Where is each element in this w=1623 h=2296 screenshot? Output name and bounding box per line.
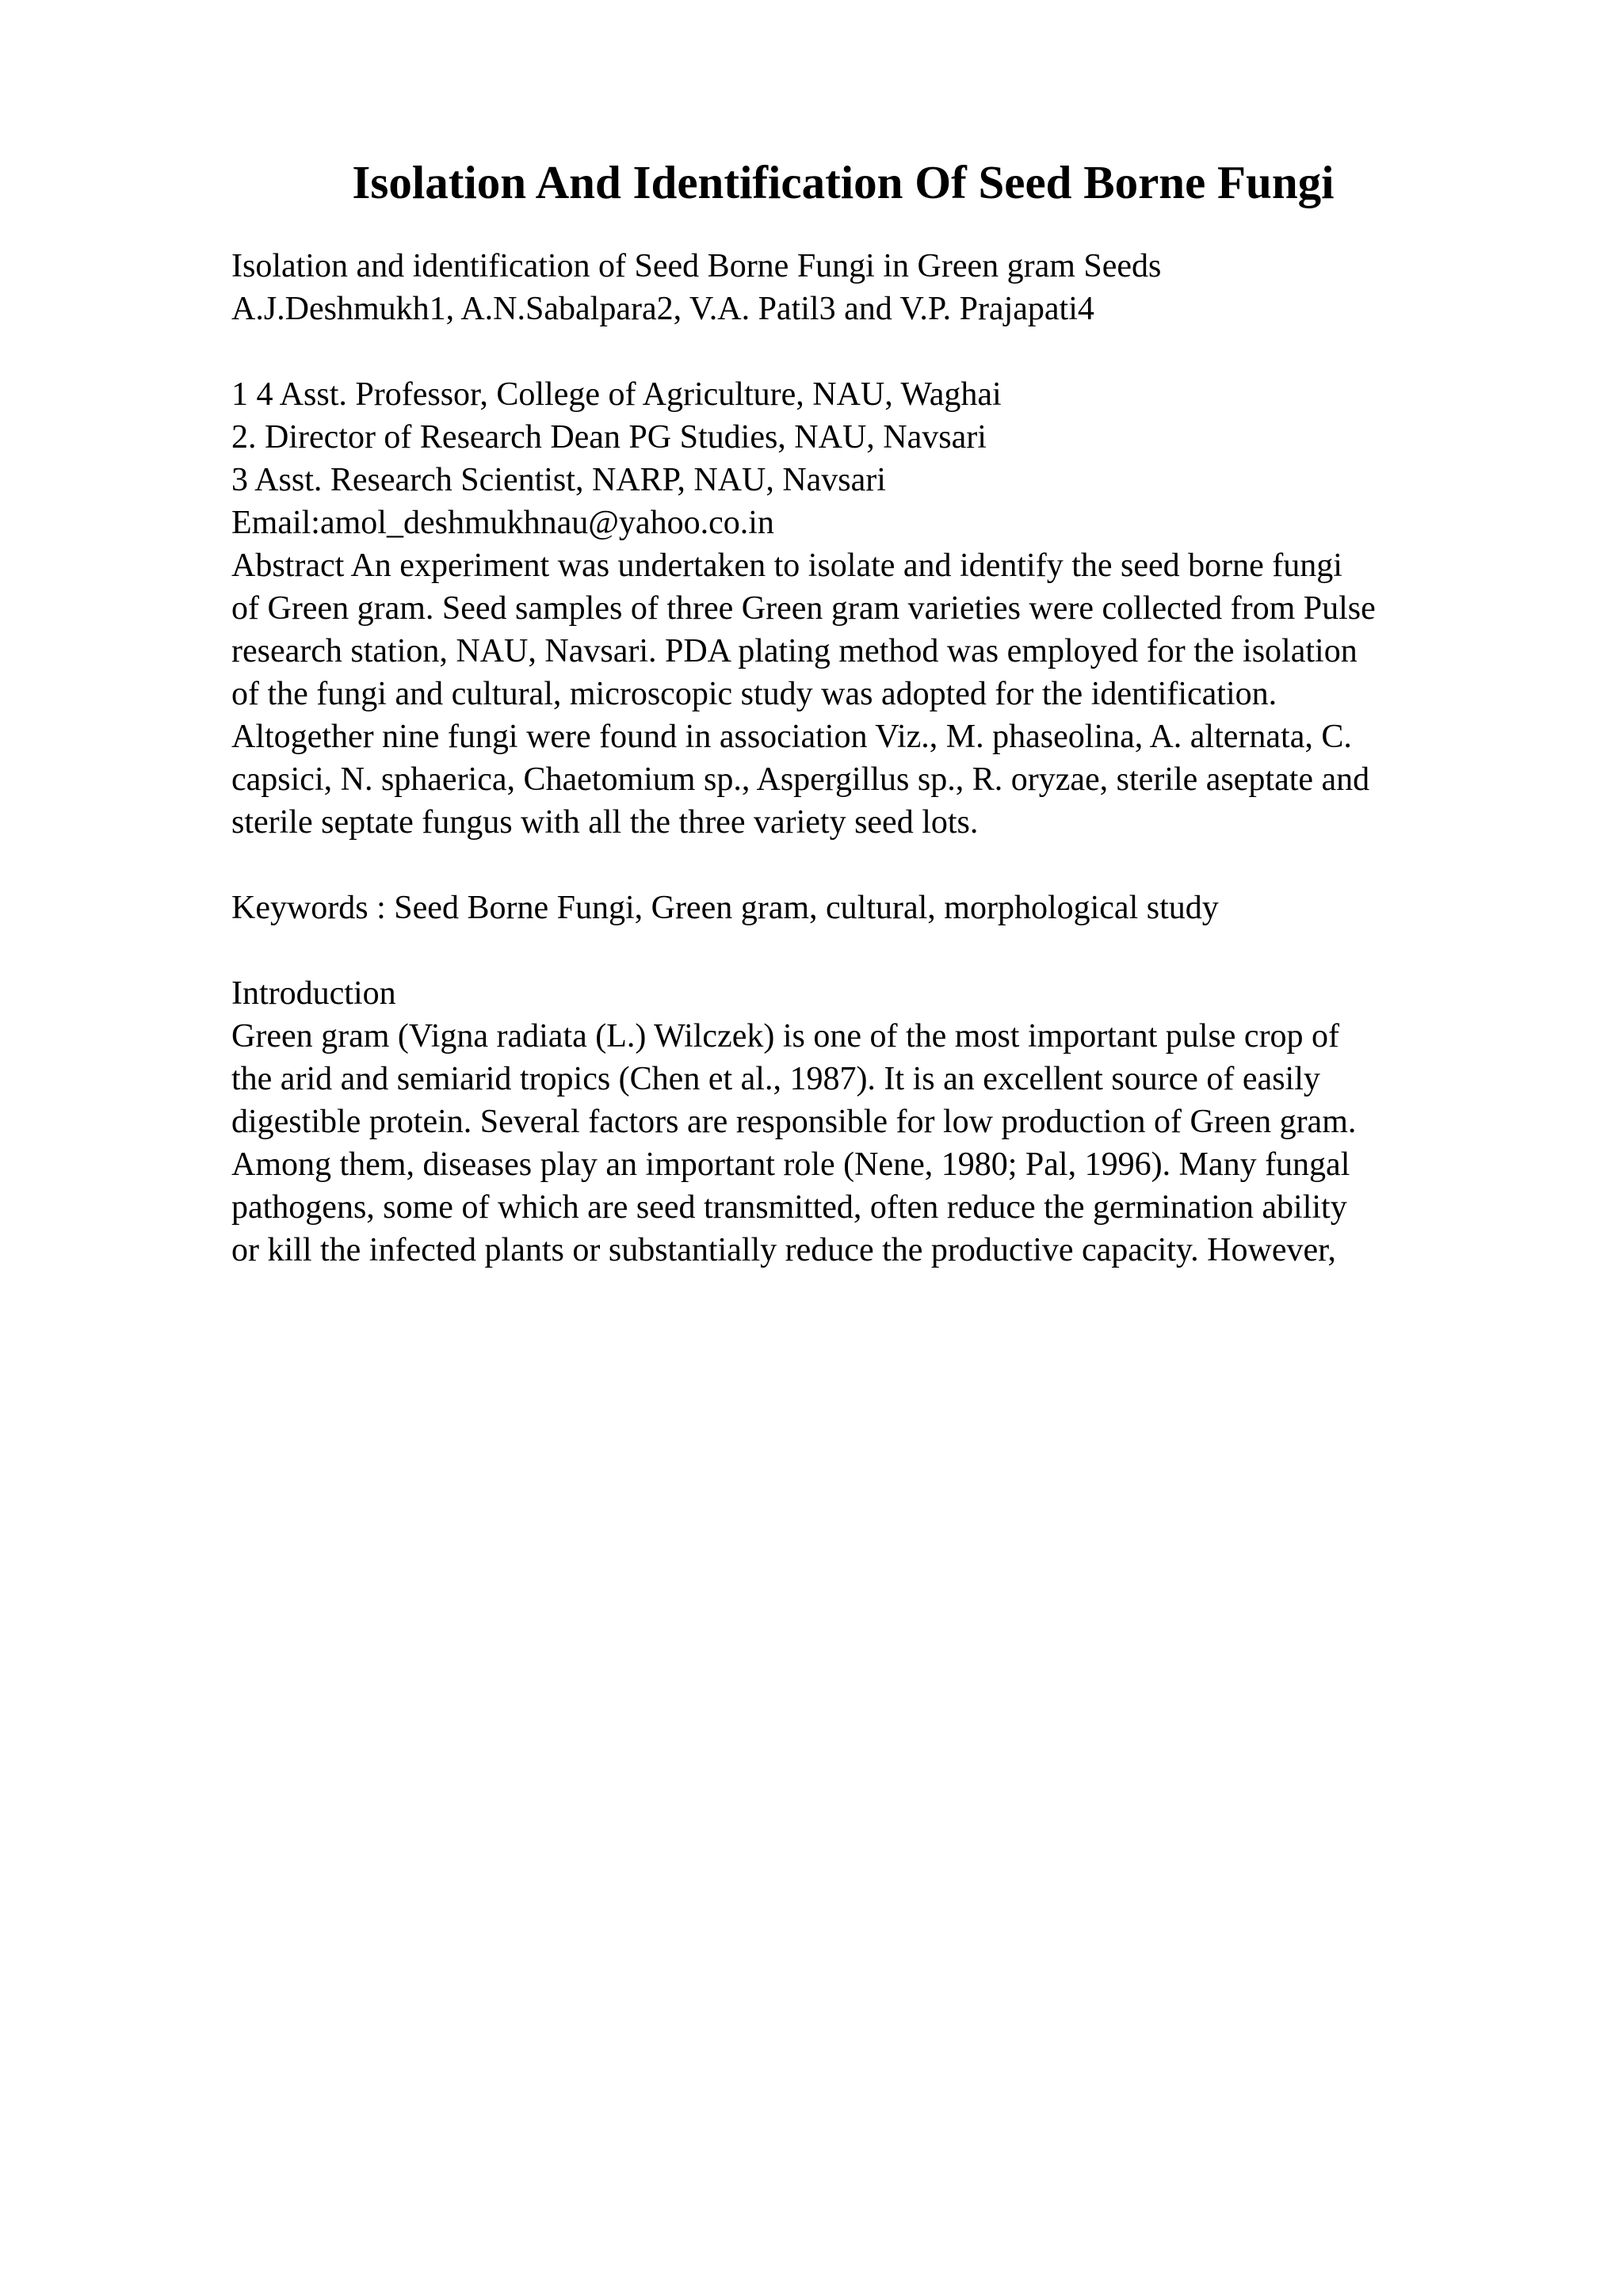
author-list: A.J.Deshmukh1, A.N.Sabalpara2, V.A. Patil3 and V.P. Prajapati4 xyxy=(231,291,1094,327)
paper-subtitle: Isolation and identification of Seed Borne Fungi in Green gram Seeds xyxy=(231,248,1162,284)
affiliation-line: 3 Asst. Research Scientist, NARP, NAU, Navsari xyxy=(231,462,886,498)
abstract-line: capsici, N. sphaerica, Chaetomium sp., Aspergillus sp., R. oryzae, sterile aseptate and xyxy=(231,761,1370,798)
intro-line: Among them, diseases play an important role (Nene, 1980; Pal, 1996). Many fungal xyxy=(231,1146,1350,1183)
abstract-line: research station, NAU, Navsari. PDA plating method was employed for the isolation xyxy=(231,633,1358,669)
affiliation-line: 2. Director of Research Dean PG Studies, NAU, Navsari xyxy=(231,419,987,456)
paragraph-gap xyxy=(231,330,1594,373)
paragraph-gap xyxy=(231,929,1594,972)
intro-line: the arid and semiarid tropics (Chen et al., 1987). It is an excellent source of easily xyxy=(231,1061,1320,1097)
abstract-line: sterile septate fungus with all the three variety seed lots. xyxy=(231,804,979,841)
intro-line: digestible protein. Several factors are responsible for low production of Green gram. xyxy=(231,1104,1357,1140)
abstract-line: of Green gram. Seed samples of three Green gram varieties were collected from Pulse xyxy=(231,590,1376,627)
keywords-line: Keywords : Seed Borne Fungi, Green gram, cultural, morphological study xyxy=(231,890,1219,926)
intro-line: Green gram (Vigna radiata (L.) Wilczek) is one of the most important pulse crop of xyxy=(231,1018,1340,1055)
abstract-line: of the fungi and cultural, microscopic study was adopted for the identification. xyxy=(231,676,1277,712)
intro-line: pathogens, some of which are seed transmitted, often reduce the germination ability xyxy=(231,1189,1347,1226)
email-line: Email:amol_deshmukhnau@yahoo.co.in xyxy=(231,505,774,541)
affiliation-line: 1 4 Asst. Professor, College of Agriculture, NAU, Waghai xyxy=(231,376,1002,413)
abstract-line: Altogether nine fungi were found in association Viz., M. phaseolina, A. alternata, C. xyxy=(231,719,1352,755)
intro-line: or kill the infected plants or substantially reduce the productive capacity. However, xyxy=(231,1232,1336,1268)
document-title: Isolation And Identification Of Seed Borne Fungi xyxy=(352,156,1335,208)
section-heading-introduction: Introduction xyxy=(231,975,396,1012)
paragraph-gap xyxy=(231,844,1594,887)
abstract-line: Abstract An experiment was undertaken to isolate and identify the seed borne fungi xyxy=(231,547,1342,584)
document-body xyxy=(231,245,1594,1272)
